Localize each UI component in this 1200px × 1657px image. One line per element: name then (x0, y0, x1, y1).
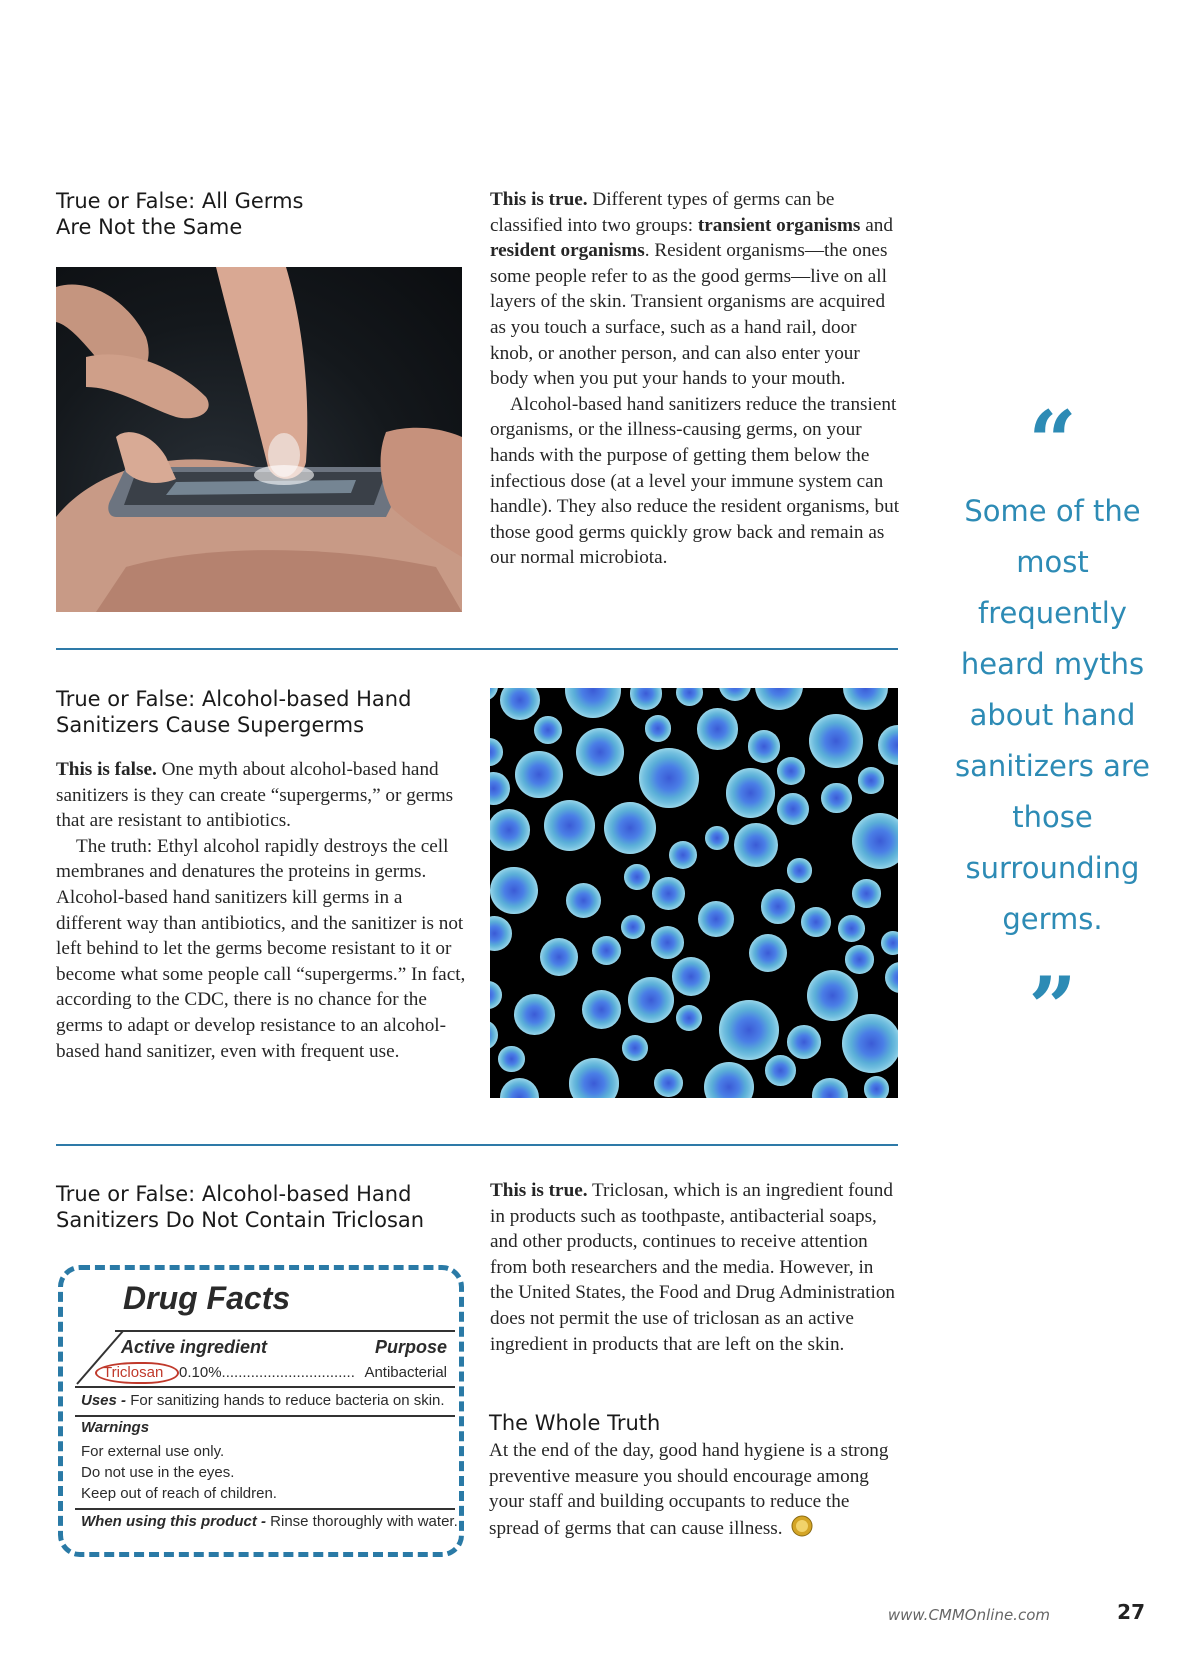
germ-cell (569, 1058, 620, 1098)
germ-cell (490, 981, 502, 1010)
germ-cell (734, 823, 778, 867)
drug-facts-label (58, 1265, 464, 1557)
germ-cell (652, 877, 685, 910)
germs-microscope-image (490, 688, 898, 1098)
section1-paragraph2: Alcohol-based hand sanitizers reduce the transient organisms, or the illness-causing germs, on your hands with the purpose of getting them below the infectious dose (at a level your immune system can handle). They also reduce the resident organisms, but those good germs quickly grow back and remain as our normal microbiota. (490, 393, 900, 569)
germ-cell (704, 1062, 754, 1098)
germ-cell (801, 907, 831, 937)
drug-facts-rule-2 (75, 1386, 455, 1388)
pullquote-open-mark: “ (1028, 392, 1077, 491)
germ-cell (500, 1078, 540, 1098)
germ-cell (843, 688, 888, 710)
germ-cell (534, 716, 562, 744)
germ-cell (885, 962, 898, 993)
germ-cell (852, 879, 881, 908)
ingredient-purpose: Antibacterial (364, 1364, 447, 1381)
triclosan-circled: Triclosan (95, 1362, 179, 1384)
germ-cell (622, 1035, 648, 1061)
germ-cell (765, 1055, 796, 1086)
germ-cell (676, 1005, 702, 1031)
germ-cell (821, 783, 851, 813)
warning-item: Do not use in the eyes. (81, 1464, 235, 1481)
germ-cell (582, 990, 621, 1029)
germ-cell (858, 767, 885, 794)
germ-cell (576, 728, 624, 776)
germ-cell (628, 977, 674, 1023)
pullquote-text: Some of the most frequently heard myths about hand sanitizers are those surrounding germs. (955, 494, 1150, 936)
germ-cell (726, 768, 776, 818)
section2-text (56, 757, 466, 1064)
germ-cell (697, 708, 739, 750)
germ-cell (749, 934, 788, 973)
germ-cell (490, 688, 498, 701)
germ-cell (842, 1014, 898, 1073)
germ-cell (845, 945, 873, 973)
germ-cell (604, 802, 656, 854)
germ-cell (761, 889, 796, 924)
purpose-label: Purpose (374, 1337, 447, 1357)
whole-truth-text-block (489, 1438, 889, 1541)
drug-facts-top-rule (115, 1330, 455, 1332)
germ-cell (719, 1000, 779, 1060)
germ-cell (630, 688, 662, 710)
germ-cell (540, 938, 578, 976)
germ-cell (500, 688, 540, 720)
section3-paragraph1: This is true. Triclosan, which is an ingredient found in products such as toothpaste, antibacterial soaps, and other products, continues to receive attention from both researchers and the media. However, in the United States, the Food and Drug Administration does not permit the use of triclosan as an active ingredient in products that are left on the skin. (490, 1180, 896, 1355)
warning-item: Keep out of reach of children. (81, 1485, 277, 1502)
germ-cell (777, 793, 809, 825)
section1-text (490, 187, 900, 571)
germ-cell (878, 725, 898, 765)
germ-cell (544, 800, 595, 851)
germ-cell (490, 867, 538, 915)
germ-cell (864, 1076, 890, 1098)
whole-truth-paragraph: At the end of the day, good hand hygiene is a strong preventive measure you should encourage among your staff and building occupants to reduce the spread of germs that can cause illness. (489, 1440, 889, 1539)
germ-cell (490, 809, 530, 851)
germ-cell (812, 1078, 847, 1098)
germ-cell (566, 883, 601, 918)
germ-cell (748, 730, 780, 762)
section2-paragraph2: The truth: Ethyl alcohol rapidly destroys the cell membranes and denatures the proteins in germs. Alcohol-based hand sanitizers kill germs in a different way than antibiotics, and the sanitizer is not left behind to let the germs become resistant to it or become what some people call “supergerms.” In fact, according to the CDC, there is no chance for the germs to adapt or develop resistance to an alcohol-based hand sanitizer, even with frequent use. (56, 835, 466, 1062)
section-divider-2 (56, 1144, 898, 1146)
germ-cell (881, 931, 898, 955)
section2-paragraph1: This is false. One myth about alcohol-based hand sanitizers is they can create “supergerms,” or germs that are resistant to antibiotics. (56, 759, 454, 832)
drug-facts-rule-4 (75, 1508, 455, 1510)
end-mark-icon (791, 1515, 813, 1537)
whole-truth-heading: The Whole Truth (489, 1411, 661, 1435)
germ-cell (669, 841, 697, 869)
uses-line: Uses - For sanitizing hands to reduce bacteria on skin. (81, 1392, 445, 1409)
warnings-list (81, 1441, 277, 1504)
germ-cell (838, 915, 865, 942)
section-divider-1 (56, 648, 898, 650)
section3-heading: True or False: Alcohol-based Hand Sanitizers Do Not Contain Triclosan (56, 1182, 425, 1232)
germ-cell (719, 688, 751, 701)
hands-smartphone-illustration (56, 267, 462, 612)
ingredient-amount: 0.10%................................ (179, 1364, 355, 1381)
hands-smartphone-photo (56, 267, 462, 612)
germ-cell (515, 751, 563, 799)
germ-cell (852, 813, 898, 869)
footer-url: www.CMMOnline.com (887, 1606, 1050, 1624)
section1-heading: True or False: All Germs Are Not the Same (56, 189, 304, 239)
pullquote-close-mark: ” (1028, 958, 1077, 1057)
germ-cell (490, 916, 512, 951)
germ-cell (490, 1020, 498, 1050)
germ-cell (498, 1046, 524, 1072)
germ-cell (676, 688, 703, 706)
germ-cell (651, 926, 684, 959)
germ-cell (621, 915, 645, 939)
page-number: 27 (1117, 1600, 1145, 1624)
germ-cell (698, 901, 734, 937)
germ-cell (624, 864, 650, 890)
section2-heading: True or False: Alcohol-based Hand Sanitizers Cause Supergerms (56, 687, 412, 737)
active-ingredient-label: Active ingredient (121, 1337, 268, 1357)
drug-facts-rule-3 (75, 1415, 455, 1417)
germ-cell (490, 772, 510, 806)
germ-cell (514, 994, 555, 1035)
germ-cell (654, 1069, 682, 1097)
germ-cell (490, 738, 503, 766)
germ-cell (777, 757, 805, 785)
germ-cell (639, 748, 698, 807)
warning-item: For external use only. (81, 1443, 225, 1460)
germ-cell (809, 714, 863, 768)
when-using-line: When using this product - Rinse thoroughly with water. (81, 1513, 458, 1530)
germ-cell (787, 858, 811, 882)
section1-paragraph1: This is true. Different types of germs can be classified into two groups: transient organisms and resident organisms. Resident organisms—the ones some people refer to as the good germs—live on all layers of the skin. Transient organisms are acquired as you touch a surface, such as a hand rail, door knob, or another person, and can also enter your body when you put your hands to your mouth. (490, 189, 893, 390)
drug-facts-title: Drug Facts (123, 1280, 291, 1316)
germ-cell (645, 715, 671, 741)
germ-cell (787, 1025, 821, 1059)
germ-cell (807, 970, 858, 1021)
germ-cell (705, 826, 729, 850)
warnings-label: Warnings (81, 1419, 150, 1436)
germ-cell (755, 688, 804, 710)
germ-cell (565, 688, 621, 718)
germ-cell (672, 957, 711, 996)
section3-text (490, 1178, 900, 1357)
germ-cell (592, 936, 621, 965)
